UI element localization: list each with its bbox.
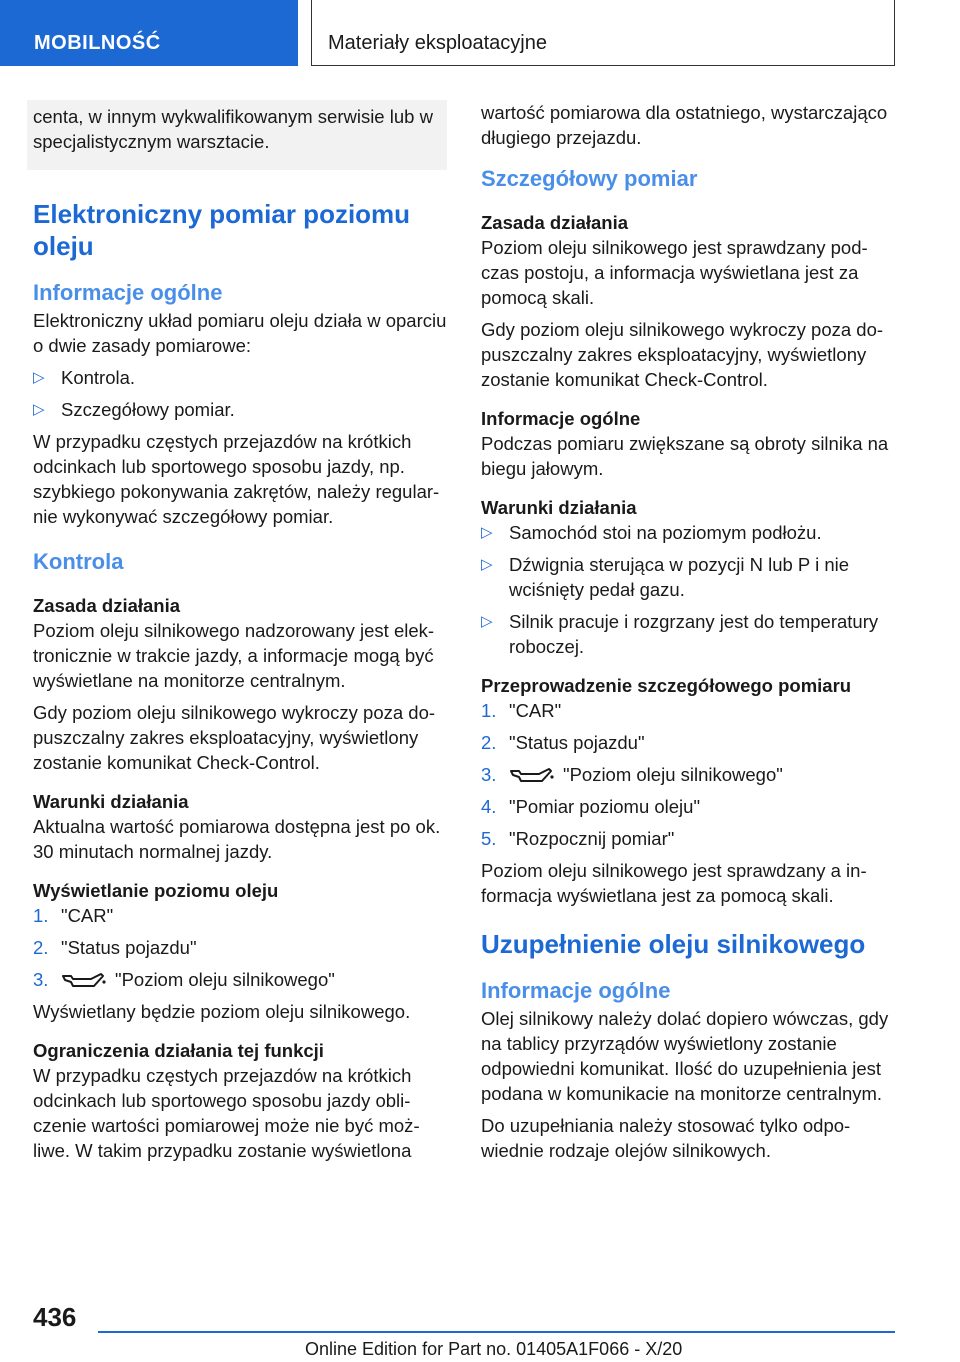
limits-heading: Ograniczenia działania tej funkcji: [33, 1040, 324, 1061]
triangle-right-icon: ▷: [33, 369, 45, 386]
general-heading: Informacje ogólne: [33, 280, 223, 305]
left-column: [33, 100, 447, 1170]
step-item: 2. "Status pojazdu": [481, 732, 645, 753]
right-column: [481, 100, 895, 1170]
display-result: Wyświetlany będzie poziom oleju silnikowego.: [33, 1001, 411, 1022]
list-item: ▷ Silnik pracuje i rozgrzany jest do temperatury roboczej.: [481, 611, 879, 657]
triangle-right-icon: ▷: [33, 401, 45, 418]
principle-text-2: Gdy poziom oleju silnikowego wykroczy poza dopuszczalny zakres eksploatacyjny, wyświetlony zostanie komunikat Check-Control.: [481, 319, 884, 390]
principle-text-1: Poziom oleju silnikowego jest sprawdzany podczas postoju, a informacja wyświetlana jest za pomocą skali.: [481, 237, 868, 308]
page-number: 436: [33, 1302, 77, 1332]
general-note: W przypadku częstych przejazdów na krótkich odcinkach lub sportowego sposobu jazdy, np. szybkiego pokonywania zakrętów, należy regularnie wykonywać szczegółowy pomiar.: [33, 431, 440, 527]
detail-heading: Szczegółowy pomiar: [481, 166, 698, 191]
principle-heading: Zasada działania: [481, 212, 629, 233]
general-text: Elektroniczny układ pomiaru oleju działa w oparciu o dwie zasady pomiarowe:: [33, 310, 447, 356]
edition-note: Online Edition for Part no. 01405A1F066 - X/20: [305, 1339, 683, 1359]
page-header: [0, 0, 960, 66]
general-heading: Informacje ogólne: [481, 408, 641, 429]
general-text: Podczas pomiaru zwiększane są obroty silnika na biegu jałowym.: [481, 433, 889, 479]
limits-text: W przypadku częstych przejazdów na krótkich odcinkach lub sportowego sposobu jazdy obliczenie wartości pomiarowej może nie być możliwe. W takim przypadku zostanie wyświetlona: [33, 1065, 420, 1161]
conditions-text: Aktualna wartość pomiarowa dostępna jest po ok. 30 minutach normalnej jazdy.: [33, 816, 441, 862]
intro-text: centa, w innym wykwalifikowanym serwisie lub w specjalistycznym warsztacie.: [33, 106, 433, 152]
conditions-heading: Warunki działania: [481, 497, 637, 518]
refill-text-2: Do uzupełniania należy stosować tylko odpowiednie rodzaje olejów silnikowych.: [481, 1115, 851, 1161]
step-item: 3. "Poziom oleju silnikowego": [481, 764, 783, 785]
triangle-right-icon: ▷: [481, 556, 493, 573]
conditions-list: [481, 520, 895, 659]
continuation-text: wartość pomiarowa dla ostatniego, wystarczająco długiego przejazdu.: [481, 102, 888, 148]
principle-text-2: Gdy poziom oleju silnikowego wykroczy poza dopuszczalny zakres eksploatacyjny, wyświetlony zostanie komunikat Check-Control.: [33, 702, 436, 773]
step-item: 3. "Poziom oleju silnikowego": [33, 969, 335, 990]
display-steps: [33, 903, 447, 992]
section-title: Elektroniczny pomiar poziomu oleju: [33, 199, 411, 261]
chapter-title: Materiały eksploatacyjne: [311, 0, 895, 66]
principle-heading: Zasada działania: [33, 595, 181, 616]
footer-divider: [98, 1331, 895, 1333]
refill-general-heading: Informacje ogólne: [481, 978, 671, 1003]
general-list: [33, 365, 447, 422]
list-item: ▷ Dźwignia sterująca w pozycji N lub P i nie wciśnięty pedał gazu.: [481, 554, 850, 600]
step-item: 2. "Status pojazdu": [33, 937, 197, 958]
oil-can-icon: [509, 766, 555, 784]
intro-box: [27, 100, 447, 170]
refill-text-1: Olej silnikowy należy dolać dopiero wówczas, gdy na tablicy przyrządów wyświetlony zostanie odpowiedni komunikat. Ilość do uzupełnienia jest podana w komunikacie na monitorze centralnym.: [481, 1008, 889, 1104]
procedure-result: Poziom oleju silnikowego jest sprawdzany a informacja wyświetlana jest za pomocą skali.: [481, 860, 867, 906]
control-heading: Kontrola: [33, 549, 124, 574]
triangle-right-icon: ▷: [481, 524, 493, 541]
section-tab: MOBILNOŚĆ: [0, 0, 298, 66]
step-item: 1. "CAR": [481, 700, 562, 721]
step-item: 5. "Rozpocznij pomiar": [481, 828, 675, 849]
list-item: ▷ Samochód stoi na poziomym podłożu.: [481, 522, 822, 543]
display-heading: Wyświetlanie poziomu oleju: [33, 880, 279, 901]
list-item: ▷ Szczegółowy pomiar.: [33, 399, 235, 420]
triangle-right-icon: ▷: [481, 613, 493, 630]
procedure-heading: Przeprowadzenie szczegółowego pomiaru: [481, 675, 852, 696]
procedure-steps: [481, 698, 895, 851]
conditions-heading: Warunki działania: [33, 791, 189, 812]
step-item: 4. "Pomiar poziomu oleju": [481, 796, 701, 817]
principle-text-1: Poziom oleju silnikowego nadzorowany jest elektronicznie w trakcie jazdy, a informacje mogą być wyświetlane na monitorze centralnym.: [33, 620, 435, 691]
list-item: ▷ Kontrola.: [33, 367, 136, 388]
step-item: 1. "CAR": [33, 905, 114, 926]
refill-title: Uzupełnienie oleju silnikowego: [481, 929, 866, 959]
oil-can-icon: [61, 971, 107, 989]
